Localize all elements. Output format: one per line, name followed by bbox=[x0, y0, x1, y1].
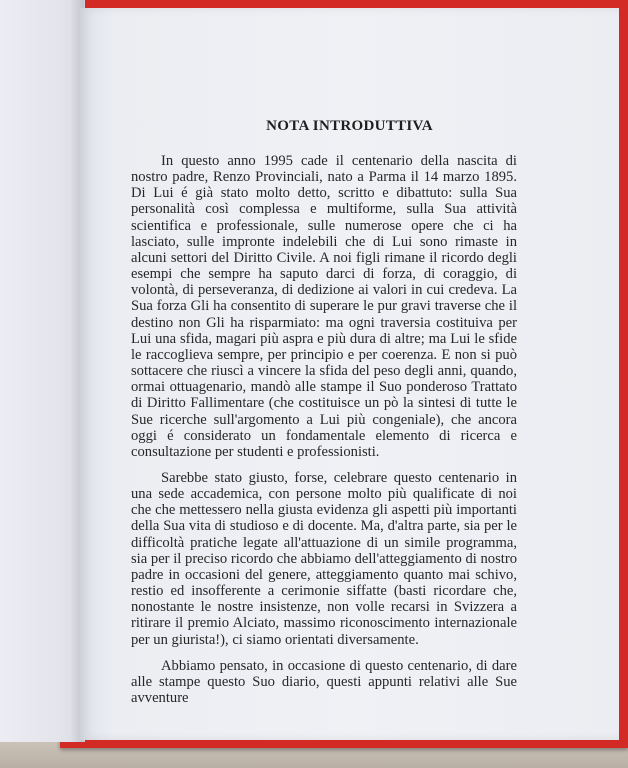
paragraph-3: Abbiamo pensato, in occasione di questo centenario, di dare alle stampe questo Suo diario, questi appunti relativi alle Sue avventure bbox=[131, 657, 517, 706]
page-title: NOTA INTRODUTTIVA bbox=[266, 118, 433, 134]
paragraph-2: Sarebbe stato giusto, forse, celebrare questo centenario in una sede accademica, con persone molto più qualificate di noi che che mettessero nella giusta evidenza gli aspetti più importanti della Sua vita di studioso e di docente. Ma, d'altra parte, sia per le difficoltà pratiche legate all'attuazione di un simile programma, sia per il preciso ricordo che abbiamo dell'atteggiamento di nostro padre in occasioni del genere, atteggiamento quanto mai schivo, restio ed insofferente a cerimonie siffatte (basti ricordare che, nonostante le nostre insistenze, non volle recarsi in Svizzera a ritirare il premio Alciato, massimo riconoscimento internazionale per un giurista!), ci siamo orientati diversamente. bbox=[131, 469, 517, 648]
paragraph-1: In questo anno 1995 cade il centenario della nascita di nostro padre, Renzo Provinciali, nato a Parma il 14 marzo 1895. Di Lui é già stato molto detto, scritto e dibattuto: sulla Sua personalità così complessa e multiforme, sulla Sua attività scientifica e professionale, sulle numerose opere che ci ha lasciato, sulle impronte indelebili che di Lui sono rimaste in alcuni settori del Diritto Civile. A noi figli rimane il ricordo degli esempi che sempre ha saputo darci di forza, di coraggio, di volontà, di perseveranza, di dedizione ai valori in cui credeva. La Sua forza Gli ha consentito di superare le pur gravi traverse che il destino non Gli ha risparmiato: ma ogni traversia costituiva per Lui una sfida, magari più aspra e più dura di altre; ma Lui le sfide le raccoglieva sempre, per principio e per coerenza. E non si può sottacere che riuscì a vincere la sfida del peso degli anni, quando, ormai ottuagenario, mandò alle stampe il Suo ponderoso Trattato di Diritto Fallimentare (che costituisce un pò la sintesi di tutte le Sue ricerche sull'argomento a Lui più congeniale), che ancora oggi é considerato un fondamentale elemento di ricerca e consultazione per studenti e professionisti. bbox=[131, 153, 517, 460]
body-text bbox=[131, 153, 517, 716]
left-page bbox=[0, 0, 85, 742]
